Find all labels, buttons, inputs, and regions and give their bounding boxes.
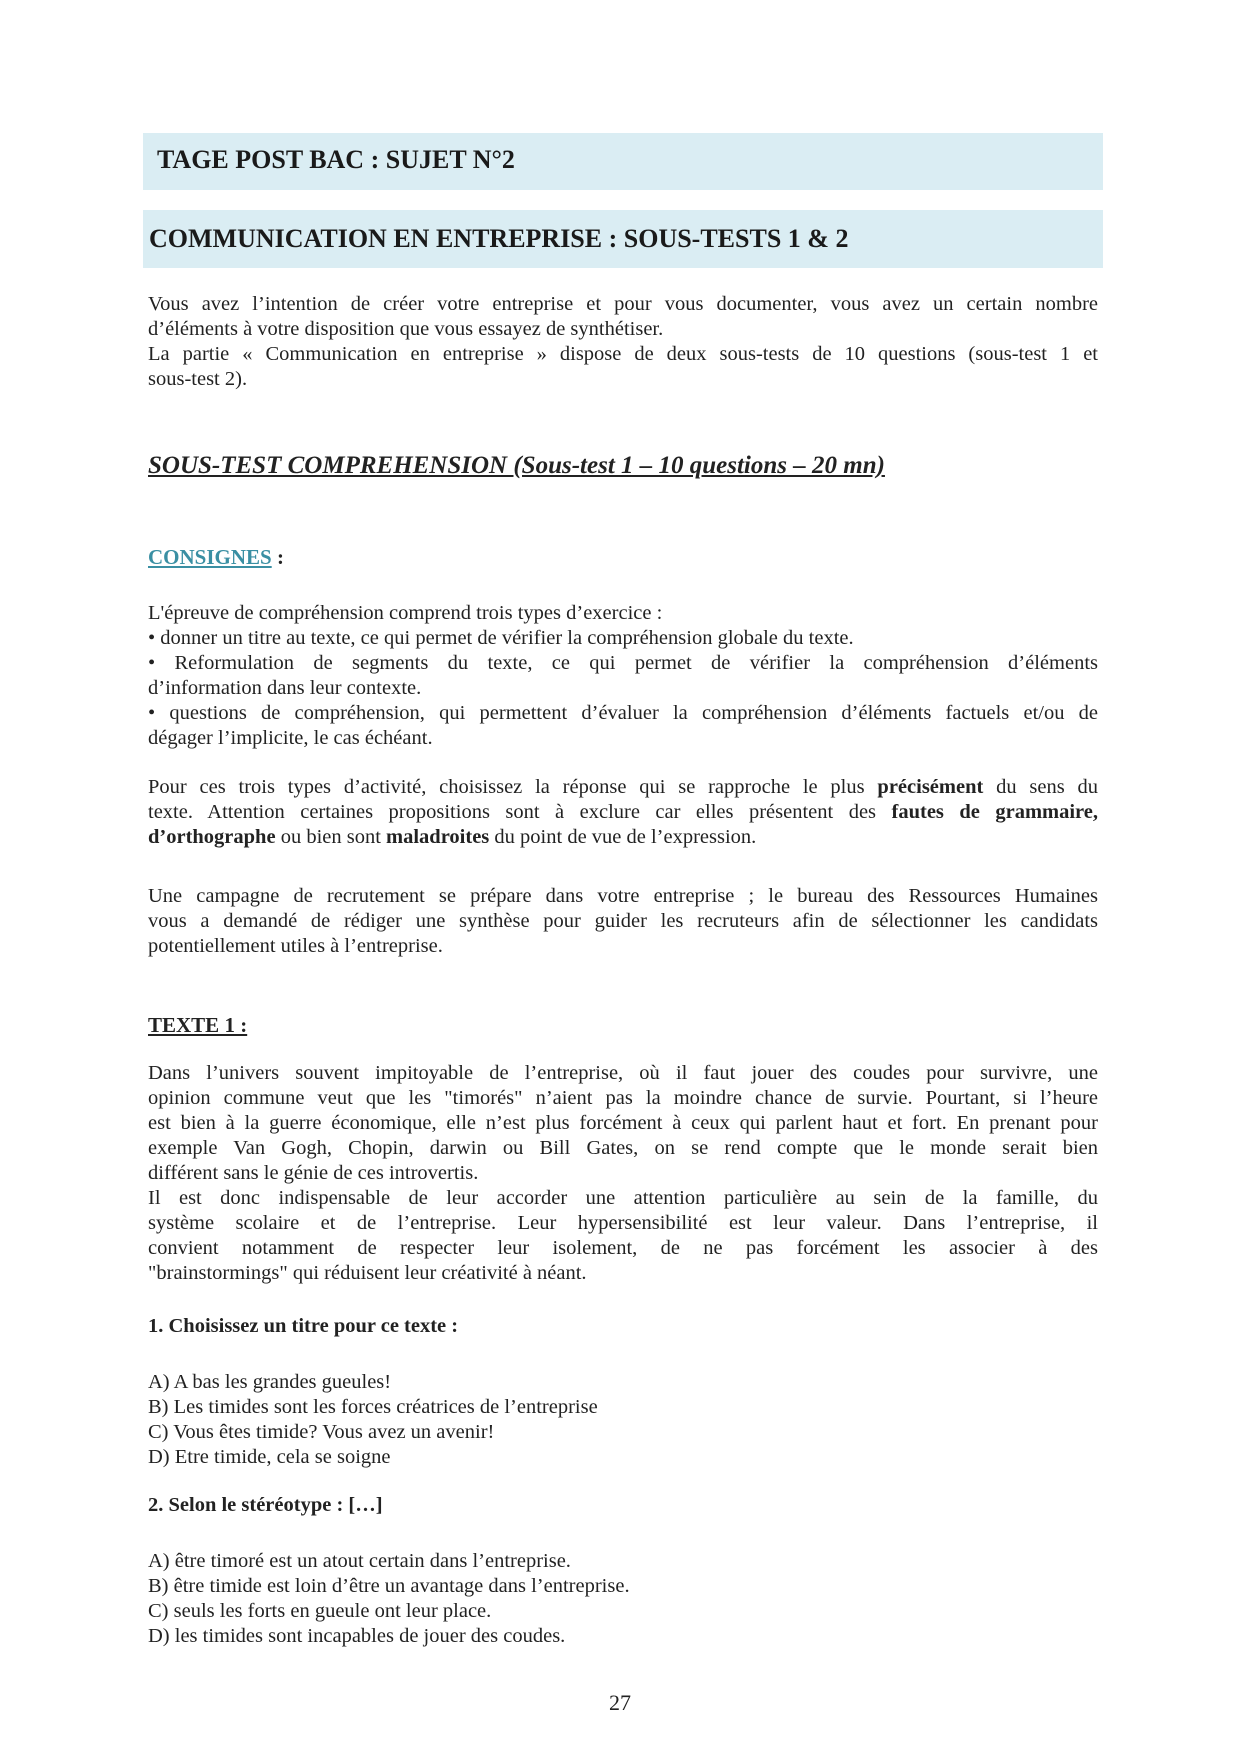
- texte-line: est bien à la guerre économique, elle n’est plus forcément à ceux qui parlent haut et fort. En prenant pour: [148, 1112, 1098, 1134]
- text-run: ou bien sont: [280, 826, 381, 848]
- consignes-label: CONSIGNES: [148, 545, 272, 569]
- answer-option: C) Vous êtes timide? Vous avez un avenir!: [148, 1421, 495, 1443]
- consignes-paragraph-1: [148, 601, 1098, 751]
- bold-run: précisément: [877, 776, 984, 798]
- bold-run: maladroites: [386, 826, 490, 848]
- consignes-line: [148, 800, 1098, 825]
- consignes-paragraph-2: [148, 775, 1098, 850]
- answer-option: B) Les timides sont les forces créatrices de l’entreprise: [148, 1396, 598, 1418]
- texte-line: "brainstormings" qui réduisent leur créativité à néant.: [148, 1262, 587, 1284]
- answer-option: D) les timides sont incapables de jouer des coudes.: [148, 1625, 566, 1647]
- exam-title-banner: TAGE POST BAC : SUJET N°2: [143, 133, 1103, 190]
- answer-option: C) seuls les forts en gueule ont leur place.: [148, 1600, 492, 1622]
- texte-line: convient notamment de respecter leur isolement, de ne pas forcément les associer à des: [148, 1237, 1098, 1259]
- context-line: potentiellement utiles à l’entreprise.: [148, 935, 443, 957]
- context-line: Une campagne de recrutement se prépare dans votre entreprise ; le bureau des Ressources Humaines: [148, 885, 1098, 907]
- answer-option: D) Etre timide, cela se soigne: [148, 1446, 391, 1468]
- texte-line: exemple Van Gogh, Chopin, darwin ou Bill Gates, on se rend compte que le monde serait bien: [148, 1137, 1098, 1159]
- consignes-line: • questions de compréhension, qui permettent d’évaluer la compréhension d’éléments factuels et/ou de: [148, 702, 1098, 724]
- answer-option: A) être timoré est un atout certain dans l’entreprise.: [148, 1550, 571, 1572]
- intro-line: d’éléments à votre disposition que vous essayez de synthétiser.: [148, 318, 664, 340]
- bold-run: fautes de grammaire,: [891, 801, 1099, 823]
- answer-option: B) être timide est loin d’être un avantage dans l’entreprise.: [148, 1575, 630, 1597]
- texte-line: Il est donc indispensable de leur accorder une attention particulière au sein de la famille, du: [148, 1187, 1098, 1209]
- text-run: texte. Attention certaines propositions sont à exclure car elles présentent des: [148, 801, 877, 823]
- texte-line: système scolaire et de l’entreprise. Leur hypersensibilité est leur valeur. Dans l’entreprise, il: [148, 1212, 1098, 1234]
- consignes-line: • donner un titre au texte, ce qui permet de vérifier la compréhension globale du texte.: [148, 627, 854, 649]
- context-line: vous a demandé de rédiger une synthèse pour guider les recruteurs afin de sélectionner les candidats: [148, 910, 1098, 932]
- intro-line: Vous avez l’intention de créer votre entreprise et pour vous documenter, vous avez un certain nombre: [148, 293, 1098, 315]
- subtest-title: SOUS-TEST COMPREHENSION (Sous-test 1 – 10 questions – 20 mn): [148, 452, 885, 479]
- consignes-line: L'épreuve de compréhension comprend trois types d’exercice :: [148, 602, 663, 624]
- text-run: du point de vue de l’expression.: [494, 826, 757, 848]
- texte-line: différent sans le génie de ces introvertis.: [148, 1162, 479, 1184]
- page-number: 27: [609, 1690, 631, 1715]
- question-1: 1. Choisissez un titre pour ce texte :: [148, 1315, 459, 1337]
- texte-line: Dans l’univers souvent impitoyable de l’entreprise, où il faut jouer des coudes pour survivre, une: [148, 1062, 1098, 1084]
- context-paragraph: [148, 884, 1098, 959]
- bold-run: d’orthographe: [148, 826, 276, 848]
- intro-line: sous-test 2).: [148, 368, 248, 390]
- consignes-line: [148, 825, 1098, 850]
- answer-option: A) A bas les grandes gueules!: [148, 1371, 392, 1393]
- texte-line: opinion commune veut que les "timorés" n’aient pas la moindre chance de survie. Pourtant, si l’heure: [148, 1087, 1098, 1109]
- section-title-banner: COMMUNICATION EN ENTREPRISE : SOUS-TESTS 1 & 2: [143, 210, 1103, 268]
- consignes-colon: :: [271, 545, 284, 569]
- consignes-line: [148, 775, 1098, 800]
- texte-1-heading: TEXTE 1 :: [148, 1013, 248, 1037]
- text-run: Pour ces trois types d’activité, choisissez la réponse qui se rapproche le plus: [148, 776, 865, 798]
- question-1-options: [148, 1370, 598, 1470]
- intro-line: La partie « Communication en entreprise » dispose de deux sous-tests de 10 questions (sous-test 1 et: [148, 343, 1098, 365]
- text-run: du sens du: [996, 776, 1099, 798]
- question-2: 2. Selon le stéréotype : […]: [148, 1494, 383, 1516]
- texte-1-body: [148, 1061, 1098, 1286]
- consignes-line: • Reformulation de segments du texte, ce qui permet de vérifier la compréhension d’éléments: [148, 652, 1098, 674]
- question-2-options: [148, 1549, 630, 1649]
- consignes-line: d’information dans leur contexte.: [148, 677, 422, 699]
- consignes-line: dégager l’implicite, le cas échéant.: [148, 727, 433, 749]
- intro-paragraph: [148, 292, 1098, 392]
- consignes-heading: [148, 545, 284, 570]
